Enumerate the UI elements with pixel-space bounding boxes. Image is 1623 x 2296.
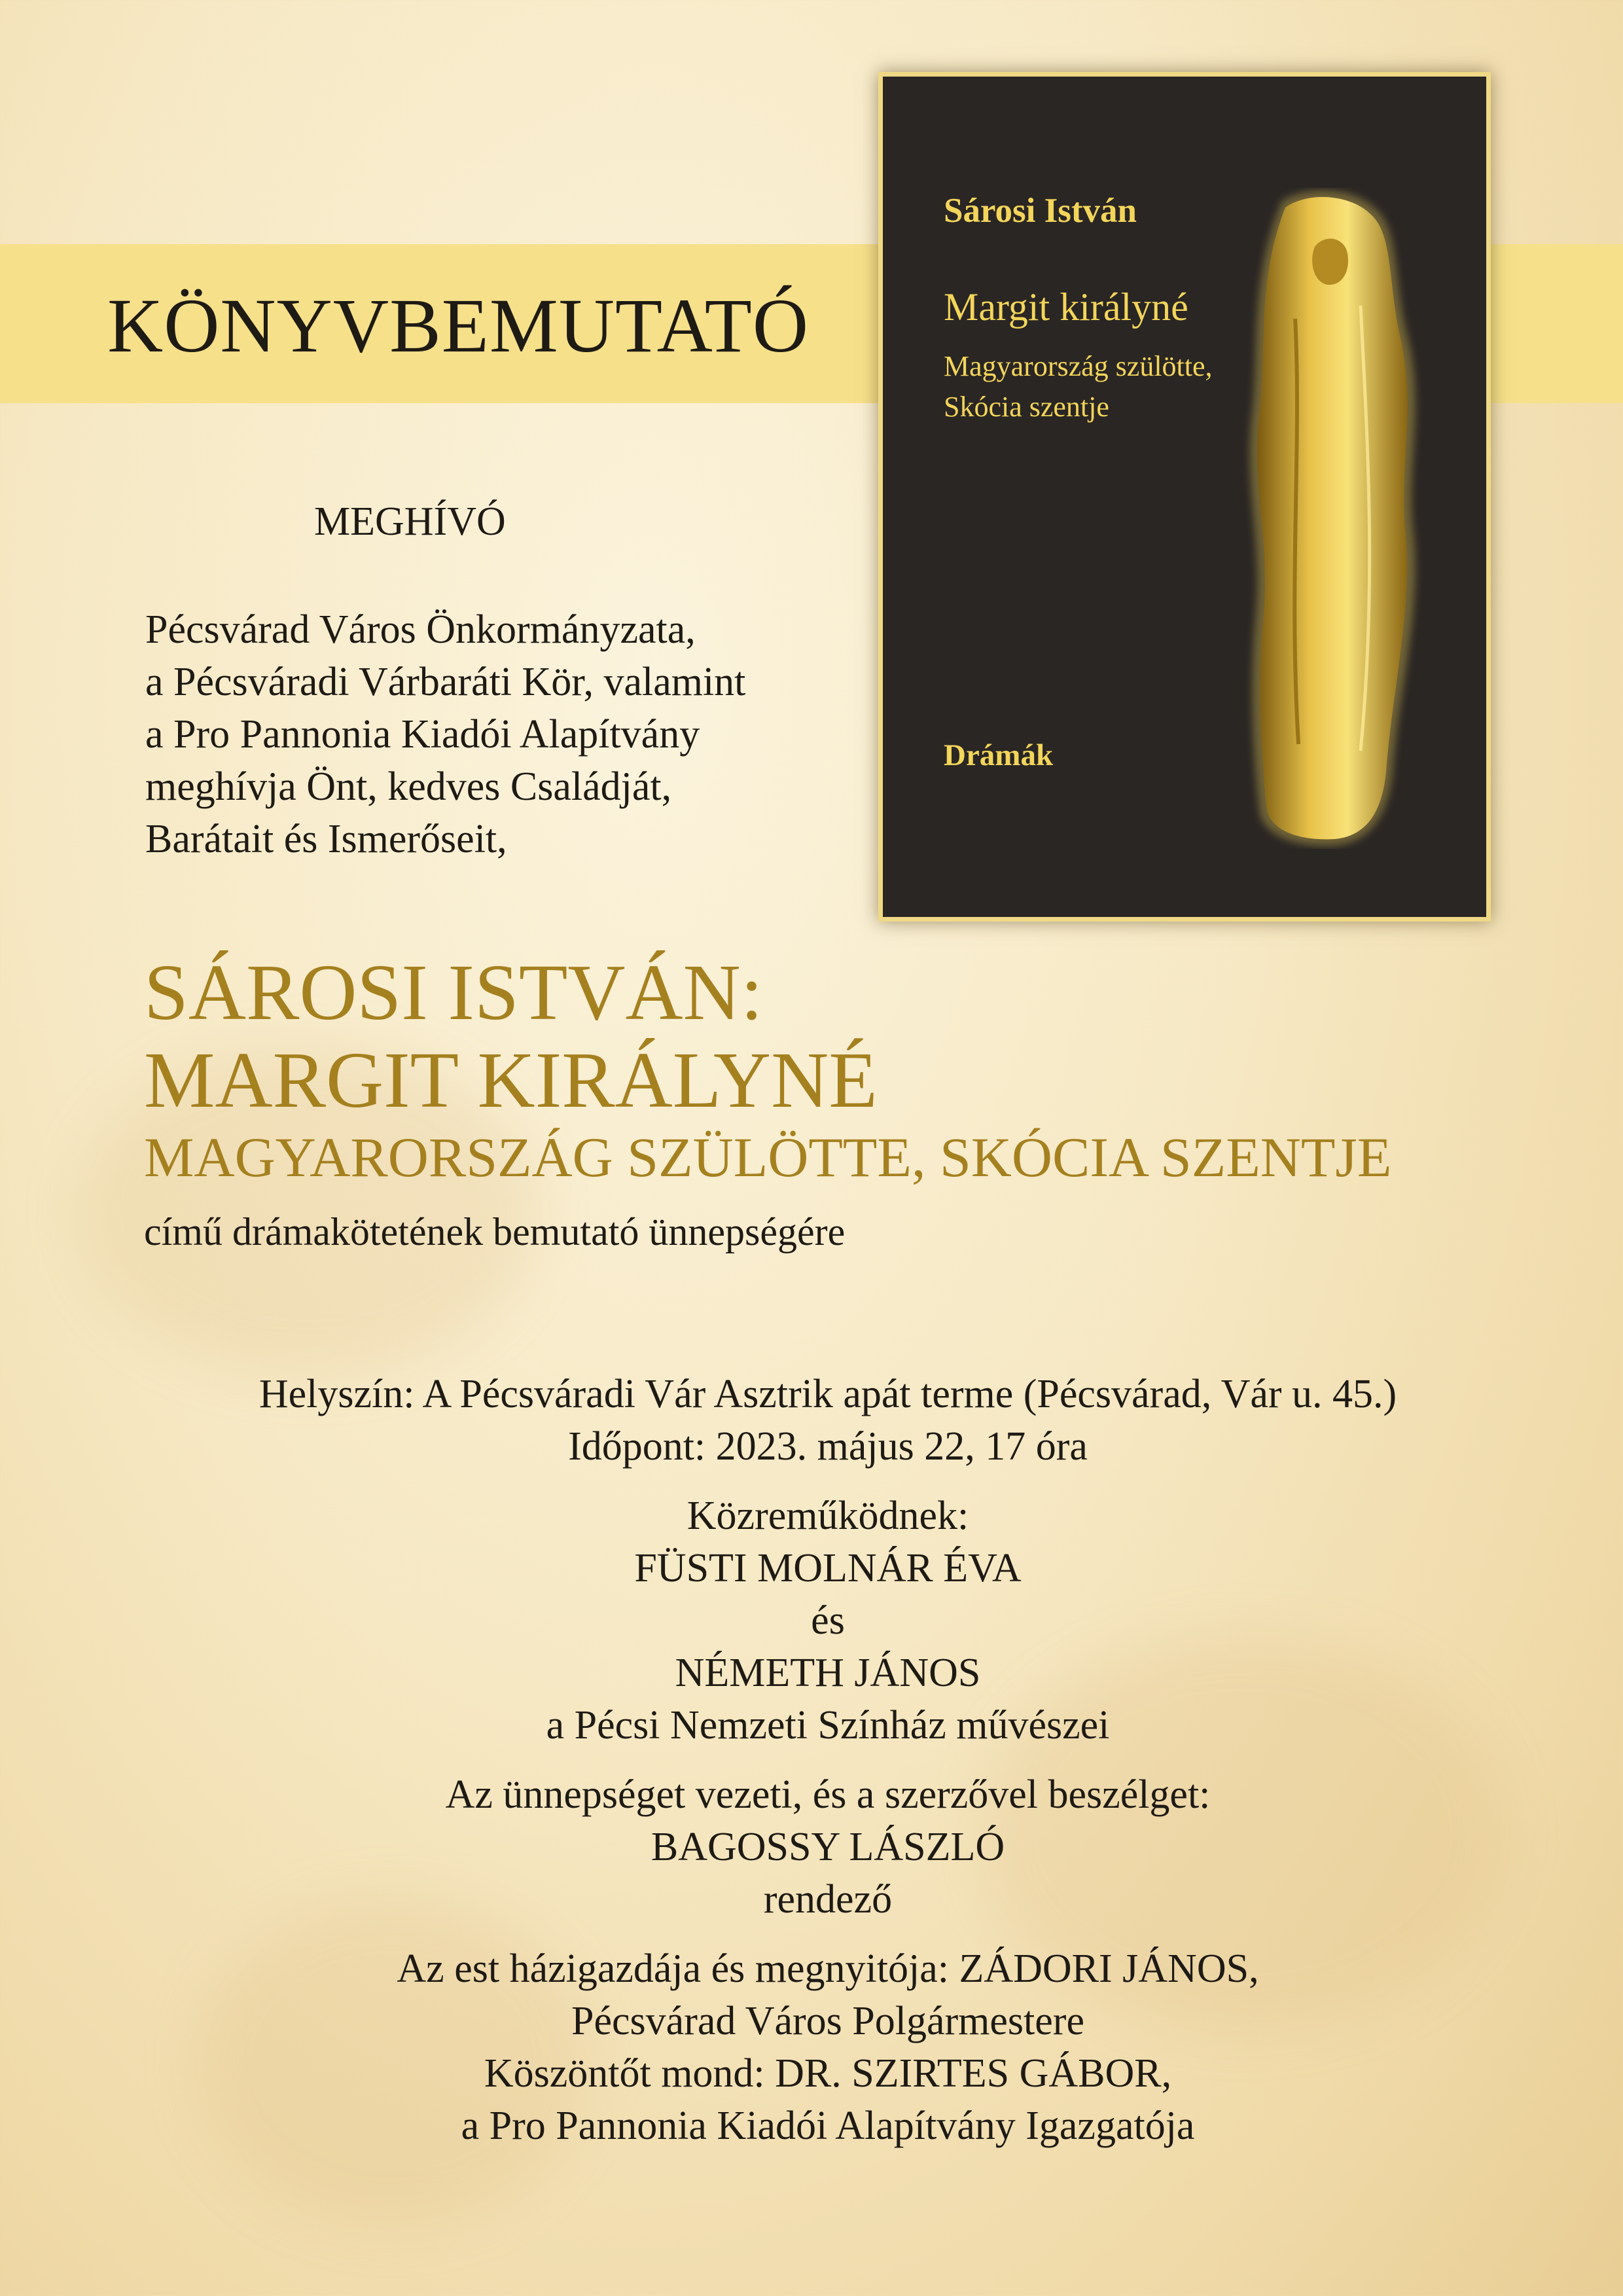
opener-role: Pécsvárad Város Polgármestere	[571, 1999, 1084, 2043]
conjunction: és	[811, 1598, 845, 1643]
cover-subtitle	[944, 346, 1213, 427]
event-title	[144, 949, 1391, 1190]
time: Időpont: 2023. május 22, 17 óra	[568, 1424, 1088, 1469]
hosts-line: meghívja Önt, kedves Családját,	[145, 764, 672, 809]
event-caption: című drámakötetének bemutató ünnepségére	[144, 1210, 846, 1253]
greeting-line: Köszöntőt mond: DR. SZIRTES GÁBOR,	[484, 2051, 1172, 2096]
host-role: rendező	[763, 1877, 893, 1922]
event-title-author: SÁROSI ISTVÁN:	[144, 948, 763, 1037]
hosts-line: Pécsvárad Város Önkormányzata,	[145, 607, 696, 652]
location: Helyszín: A Pécsváradi Vár Asztrik apát terme (Pécsvárad, Vár u. 45.)	[259, 1372, 1397, 1416]
event-title-subtitle: MAGYARORSZÁG SZÜLÖTTE, SKÓCIA SZENTJE	[144, 1126, 1392, 1189]
cover-subtitle-line: Magyarország szülötte,	[944, 350, 1213, 382]
greeting-role: a Pro Pannonia Kiadói Alapítvány Igazgatója	[461, 2104, 1195, 2148]
page-title: KÖNYVBEMUTATÓ	[107, 283, 810, 368]
statue-image	[1236, 188, 1433, 849]
hosts-line: a Pro Pannonia Kiadói Alapítvány	[145, 712, 700, 757]
invitation-label: MEGHÍVÓ	[314, 499, 506, 544]
hosts-line: Barátait és Ismerőseit,	[145, 817, 507, 861]
cover-title: Margit királyné	[944, 285, 1188, 329]
cover-subtitle-line: Skócia szentje	[944, 391, 1109, 423]
performers-role: a Pécsi Nemzeti Színház művészei	[546, 1703, 1110, 1748]
event-details	[0, 1368, 1623, 2152]
performer-name: NÉMETH JÁNOS	[675, 1651, 981, 1695]
cover-genre: Drámák	[944, 738, 1054, 772]
performer-name: FÜSTI MOLNÁR ÉVA	[634, 1546, 1022, 1590]
event-title-book: MARGIT KIRÁLYNÉ	[144, 1036, 878, 1124]
book-cover	[878, 72, 1491, 922]
hosts-paragraph	[145, 603, 745, 865]
host-name: BAGOSSY LÁSZLÓ	[651, 1825, 1005, 1869]
cover-author: Sárosi István	[944, 192, 1137, 230]
opener-line: Az est házigazdája és megnyitója: ZÁDORI JÁNOS,	[397, 1946, 1259, 1991]
performers-label: Közreműködnek:	[687, 1494, 969, 1538]
hosts-line: a Pécsváradi Várbaráti Kör, valamint	[145, 660, 746, 704]
host-line: Az ünnepséget vezeti, és a szerzővel beszélget:	[445, 1772, 1211, 1817]
